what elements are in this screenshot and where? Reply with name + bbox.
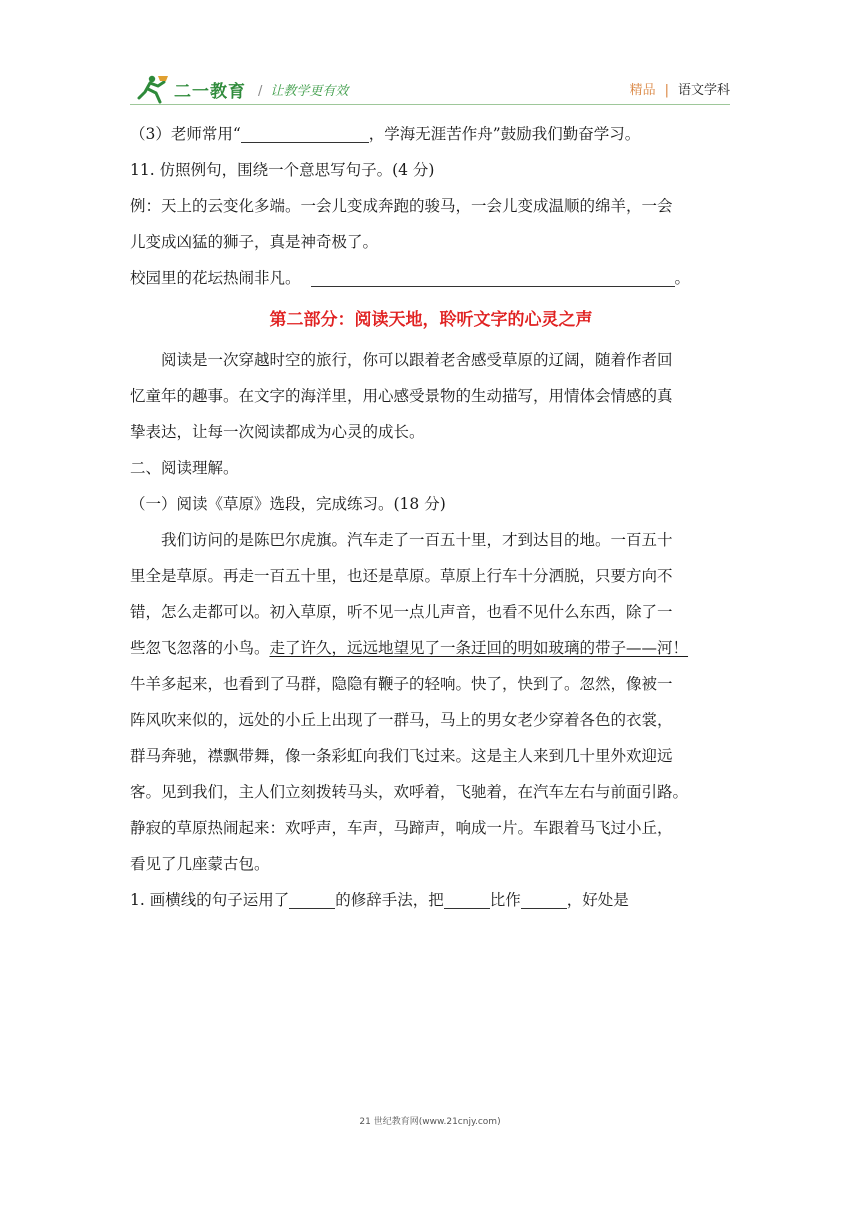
question-3 — [130, 116, 732, 152]
passage-line: 牛羊多起来，也看到了马群，隐隐有鞭子的轻响。快了，快到了。忽然，像被一 — [130, 675, 673, 693]
intro-line-1: 阅读是一次穿越时空的旅行，你可以跟着老舍感受草原的辽阔，随着作者回 — [161, 351, 673, 369]
prompt-text: 校园里的花坛热闹非凡。 — [130, 269, 301, 287]
q11-answer-blank[interactable] — [311, 266, 675, 287]
slogan — [258, 80, 348, 99]
q1-part-a: 1. 画横线的句子运用了 — [130, 891, 290, 909]
page-header — [130, 68, 730, 108]
question-11-prompt — [130, 260, 732, 296]
passage-text: 些忽飞忽落的小鸟。 — [130, 639, 270, 657]
passage-line: 里全是草原。再走一百五十里，也还是草原。草原上行车十分洒脱，只要方向不 — [130, 567, 673, 585]
example-line-1: 例：天上的云变化多端。一会儿变成奔跑的骏马，一会儿变成温顺的绵羊，一会 — [130, 197, 673, 215]
passage-line: 看见了几座蒙古包。 — [130, 855, 270, 873]
q1-part-b: 的修辞手法，把 — [335, 891, 444, 909]
passage-line: 静寂的草原热闹起来：欢呼声，车声，马蹄声，响成一片。车跟着马飞过小丘， — [130, 819, 673, 837]
page-footer: 21 世纪教育网(www.21cnjy.com) — [359, 1117, 501, 1127]
intro-line-2: 忆童年的趣事。在文字的海洋里，用心感受景物的生动描写，用情体会情感的真 — [130, 387, 673, 405]
q3-prefix: （3）老师常用“ — [130, 125, 241, 143]
q3-blank[interactable] — [241, 122, 369, 143]
header-divider — [130, 104, 730, 105]
reading-heading: 二、阅读理解。 — [130, 459, 239, 477]
intro-line-3: 挚表达，让每一次阅读都成为心灵的成长。 — [130, 423, 425, 441]
slogan-text: 让教学更有效 — [270, 84, 349, 99]
passage-line — [130, 630, 732, 666]
q1-blank-1[interactable] — [289, 888, 335, 909]
reading-subheading: （一）阅读《草原》选段，完成练习。(18 分) — [130, 495, 446, 513]
question-11-title: 11. 仿照例句，围绕一个意思写句子。(4 分) — [130, 161, 435, 179]
q1-part-c: 比作 — [489, 891, 521, 909]
passage-line: 群马奔驰，襟飘带舞，像一条彩虹向我们飞过来。这是主人来到几十里外欢迎远 — [130, 747, 673, 765]
underlined-sentence: 走了许久，远远地望见了一条迂回的明如玻璃的带子——河！ — [269, 639, 689, 657]
section-title: 第二部分：阅读天地，聆听文字的心灵之声 — [269, 310, 593, 330]
prompt-end: 。 — [674, 269, 691, 287]
slash: / — [258, 84, 263, 99]
passage-line: 错，怎么走都可以。初入草原，听不见一点儿声音，也看不见什么东西，除了一 — [130, 603, 673, 621]
q1-blank-2[interactable] — [444, 888, 490, 909]
question-1 — [130, 882, 732, 918]
passage-line: 我们访问的是陈巴尔虎旗。汽车走了一百五十里，才到达目的地。一百五十 — [161, 531, 673, 549]
quality-label: 精品 — [629, 83, 656, 98]
header-subject — [630, 79, 730, 98]
q3-suffix: ，学海无涯苦作舟”鼓励我们勤奋学习。 — [368, 125, 641, 143]
example-line-2: 儿变成凶猛的狮子，真是神奇极了。 — [130, 233, 379, 251]
subject-label: 语文学科 — [677, 83, 730, 98]
q1-blank-3[interactable] — [521, 888, 567, 909]
document-body — [130, 116, 732, 918]
header-separator: | — [664, 83, 669, 98]
q1-part-d: ，好处是 — [566, 891, 629, 909]
runner-logo-icon — [136, 74, 170, 104]
passage-line: 阵风吹来似的，远处的小丘上出现了一群马，马上的男女老少穿着各色的衣裳， — [130, 711, 673, 729]
brand-name: 二一教育 — [174, 82, 246, 102]
passage-line: 客。见到我们，主人们立刻拨转马头，欢呼着，飞驰着，在汽车左右与前面引路。 — [130, 783, 689, 801]
